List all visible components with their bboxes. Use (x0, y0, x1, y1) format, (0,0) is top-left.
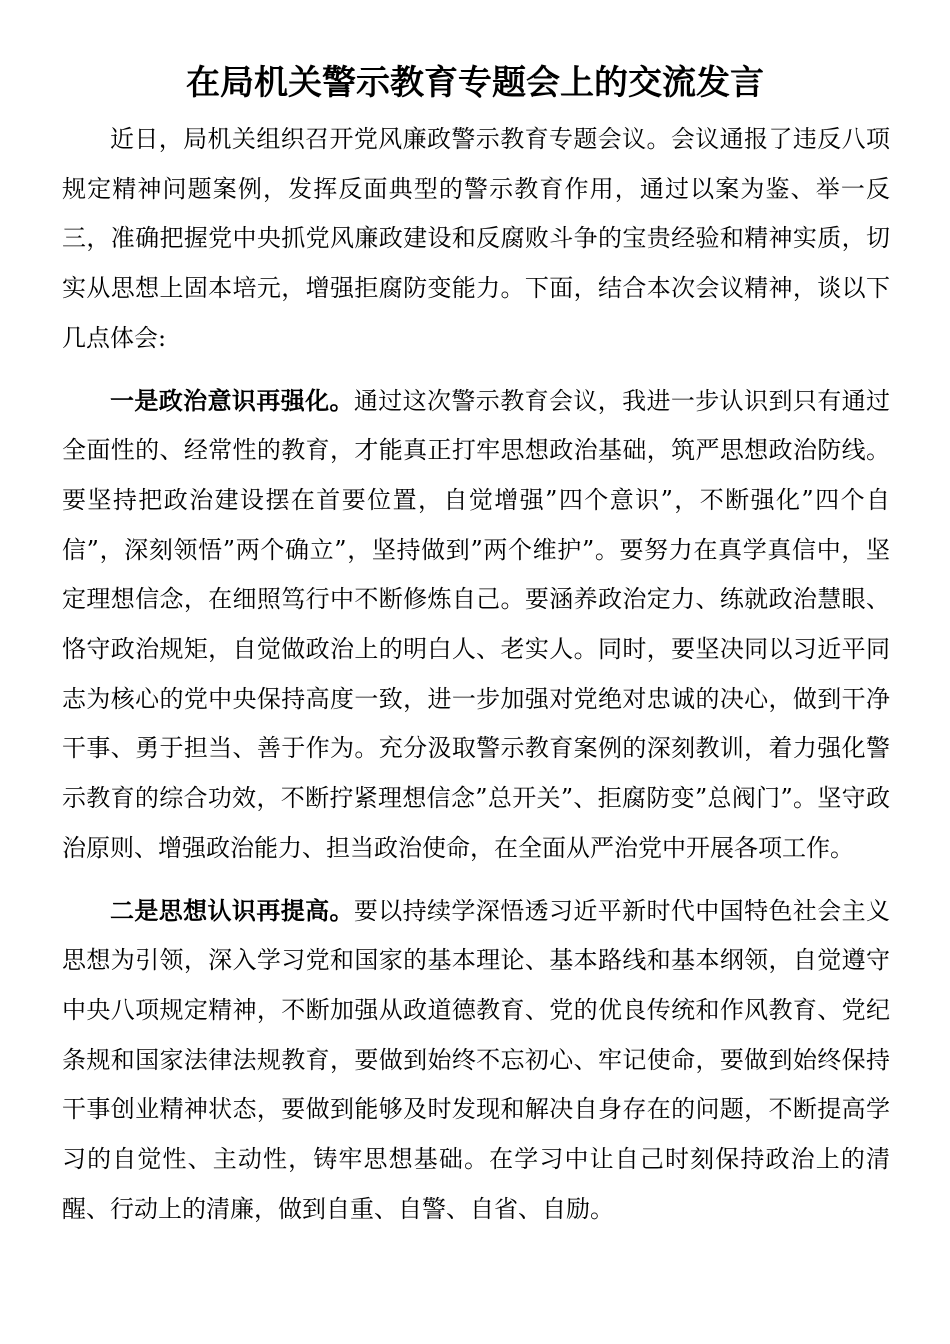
paragraph-lead: 二是思想认识再提高。 (110, 895, 354, 925)
paragraph-text: 近日，局机关组织召开党风廉政警示教育专题会议。会议通报了违反八项规定精神问题案例，发挥反面典型的警示教育作用，通过以案为鉴、举一反三，准确把握党中央抓党风廉政建设和反腐败斗争的宝贵经验和精神实质，切实从思想上固本培元，增强拒腐防变能力。下面，结合本次会议精神，谈以下几点体会: (62, 125, 890, 352)
paragraph-text: 要以持续学深悟透习近平新时代中国特色社会主义思想为引领，深入学习党和国家的基本理论、基本路线和基本纲领，自觉遵守中央八项规定精神，不断加强从政道德教育、党的优良传统和作风教育、党纪条规和国家法律法规教育，要做到始终不忘初心、牢记使命，要做到始终保持干事创业精神状态，要做到能够及时发现和解决自身存在的问题，不断提高学习的自觉性、主动性，铸牢思想基础。在学习中让自己时刻保持政治上的清醒、行动上的清廉，做到自重、自警、自省、自励。 (62, 896, 891, 1223)
paragraph-lead: 一是政治意识再强化。 (110, 385, 354, 415)
document-title: 在局机关警示教育专题会上的交流发言 (186, 63, 764, 103)
paragraph-political-awareness (62, 376, 890, 874)
paragraph-ideological-understanding (62, 886, 890, 1235)
paragraph-text: 通过这次警示教育会议，我进一步认识到只有通过全面性的、经常性的教育，才能真正打牢思想政治基础，筑严思想政治防线。要坚持把政治建设摆在首要位置，自觉增强”四个意识”，不断强化”四个自信”，深刻领悟”两个确立”，坚持做到”两个维护”。要努力在真学真信中，坚定理想信念，在细照笃行中不断修炼自己。要涵养政治定力、练就政治慧眼、恪守政治规矩，自觉做政治上的明白人、老实人。同时，要坚决同以习近平同志为核心的党中央保持高度一致，进一步加强对党绝对忠诚的决心，做到干净干事、勇于担当、善于作为。充分汲取警示教育案例的深刻教训，着力强化警示教育的综合功效，不断拧紧理想信念”总开关”、拒腐防变”总阀门”。坚守政治原则、增强政治能力、担当政治使命，在全面从严治党中开展各项工作。 (62, 386, 891, 862)
document-body (62, 114, 890, 1234)
paragraph-intro (62, 114, 890, 364)
